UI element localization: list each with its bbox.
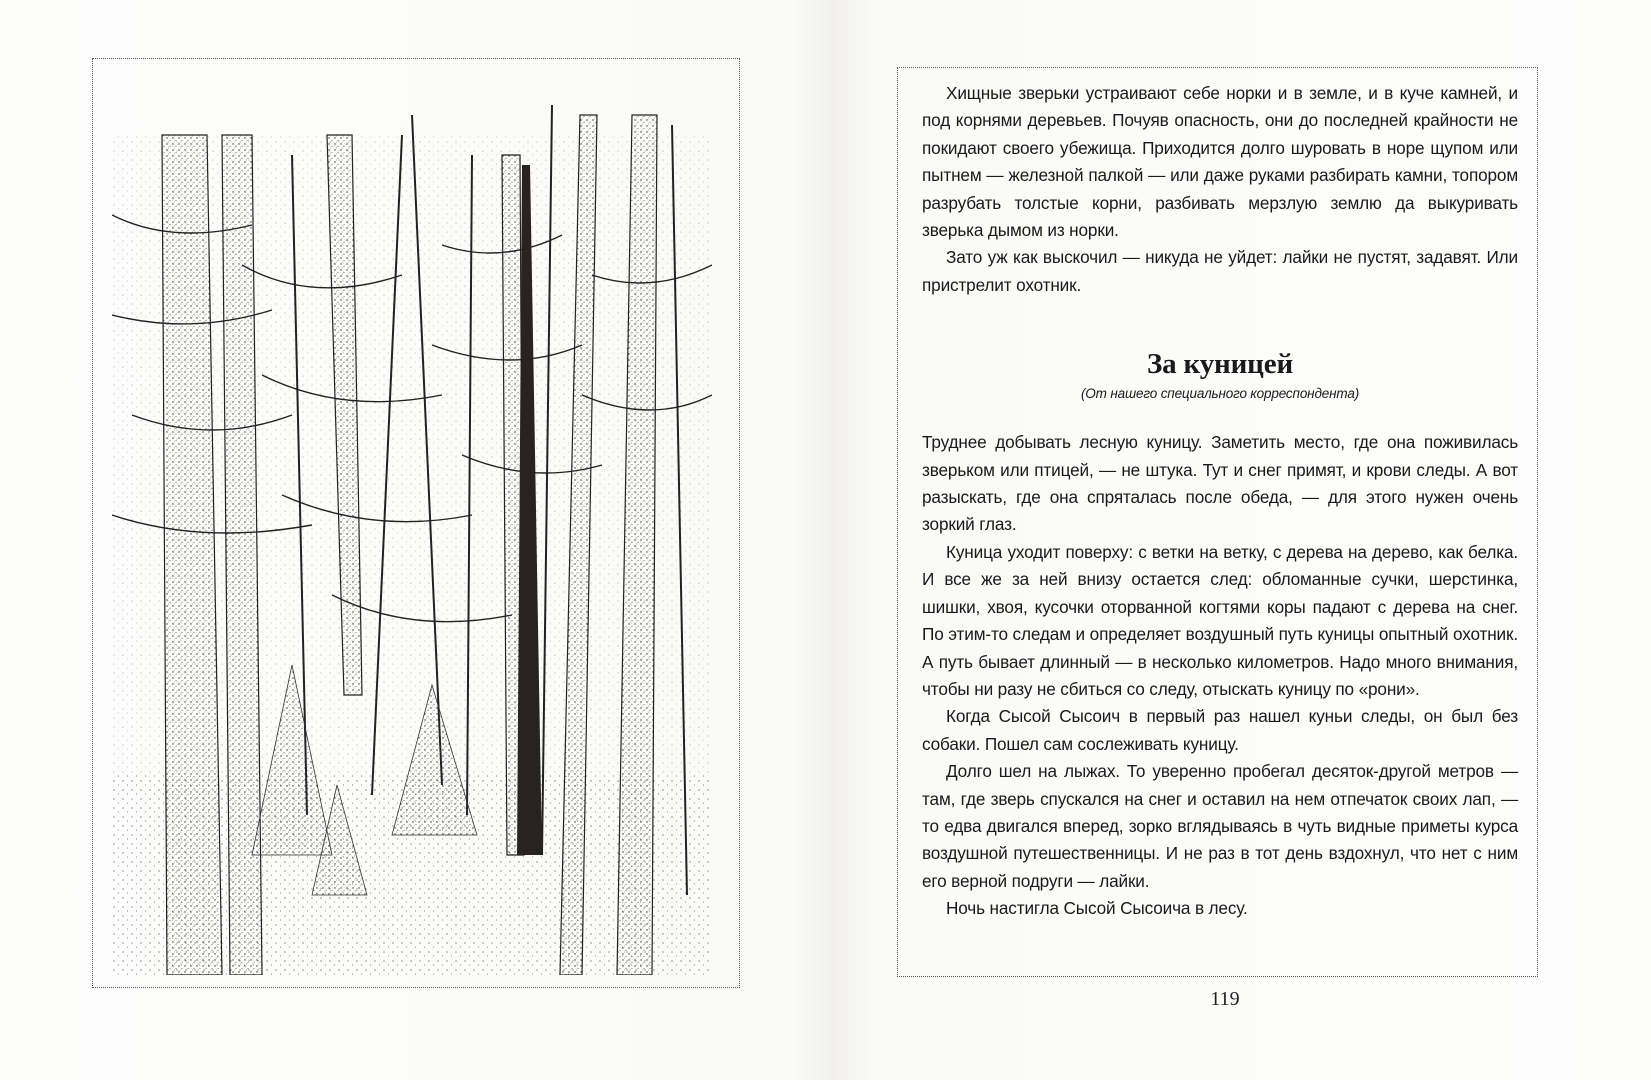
paragraph: Труднее добывать лесную куницу. Заметить место, где она поживилась зверьком или птицей, — не штука. Тут и снег примят, и крови следы. А вот разыскать, где она спряталась после обеда, — для этого нужен очень зоркий глаз. (922, 432, 1518, 535)
page-number: 119 (1210, 988, 1240, 1010)
forest-drawing-icon (112, 95, 712, 975)
paragraph: Хищные зверьки устраивают себе норки и в земле, и в куче камней, и под корнями деревьев. Почуяв опасность, они до последней крайности не покидают своего убежища. Приходится долго шуровать в норе щупом или пытнем — железной палкой — или даже руками разбирать камни, топором разрубать толстые корни, разбивать мерзлую землю да выкуривать зверька дымом из норки. (922, 83, 1518, 241)
chapter-title: За куницей (1146, 348, 1294, 381)
paragraph: Куница уходит поверху: с ветки на ветку, с дерева на дерево, как белка. И все же за ней внизу остается след: обломанные сучки, шерстинка, шишки, хвоя, кусочки оторванной когтями коры падают с дерева на снег. По этим-то следам и определяет воздушный путь куницы опытный охотник. А путь бывает длинный — в несколько километров. Надо много внимания, чтобы ни разу не сбиться со следу, отыскать куницу по «рони». (922, 541, 1518, 699)
paragraph: Когда Сысой Сысоич в первый раз нашел куньи следы, он был без собаки. Пошел сам сослеживать куницу. (922, 706, 1518, 754)
paragraph: Долго шел на лыжах. То уверенно пробегал десяток-другой метров — там, где зверь спускался на снег и оставил на нем отпечаток своих лап, — то едва двигался вперед, зорко вглядываясь в чуть видные приметы курса воздушной путешественницы. И не раз в тот день вздохнул, что нет с ним его верной подруги — лайки. (922, 761, 1518, 891)
forest-illustration (112, 95, 712, 975)
chapter-subtitle: (От нашего специального корреспондента) (1080, 386, 1360, 402)
page-text (922, 80, 1518, 923)
paragraph: Ночь настигла Сысой Сысоича в лесу. (946, 898, 1248, 919)
paragraph: Зато уж как выскочил — никуда не уйдет: лайки не пустят, задавят. Или пристрелит охотник. (922, 247, 1518, 295)
